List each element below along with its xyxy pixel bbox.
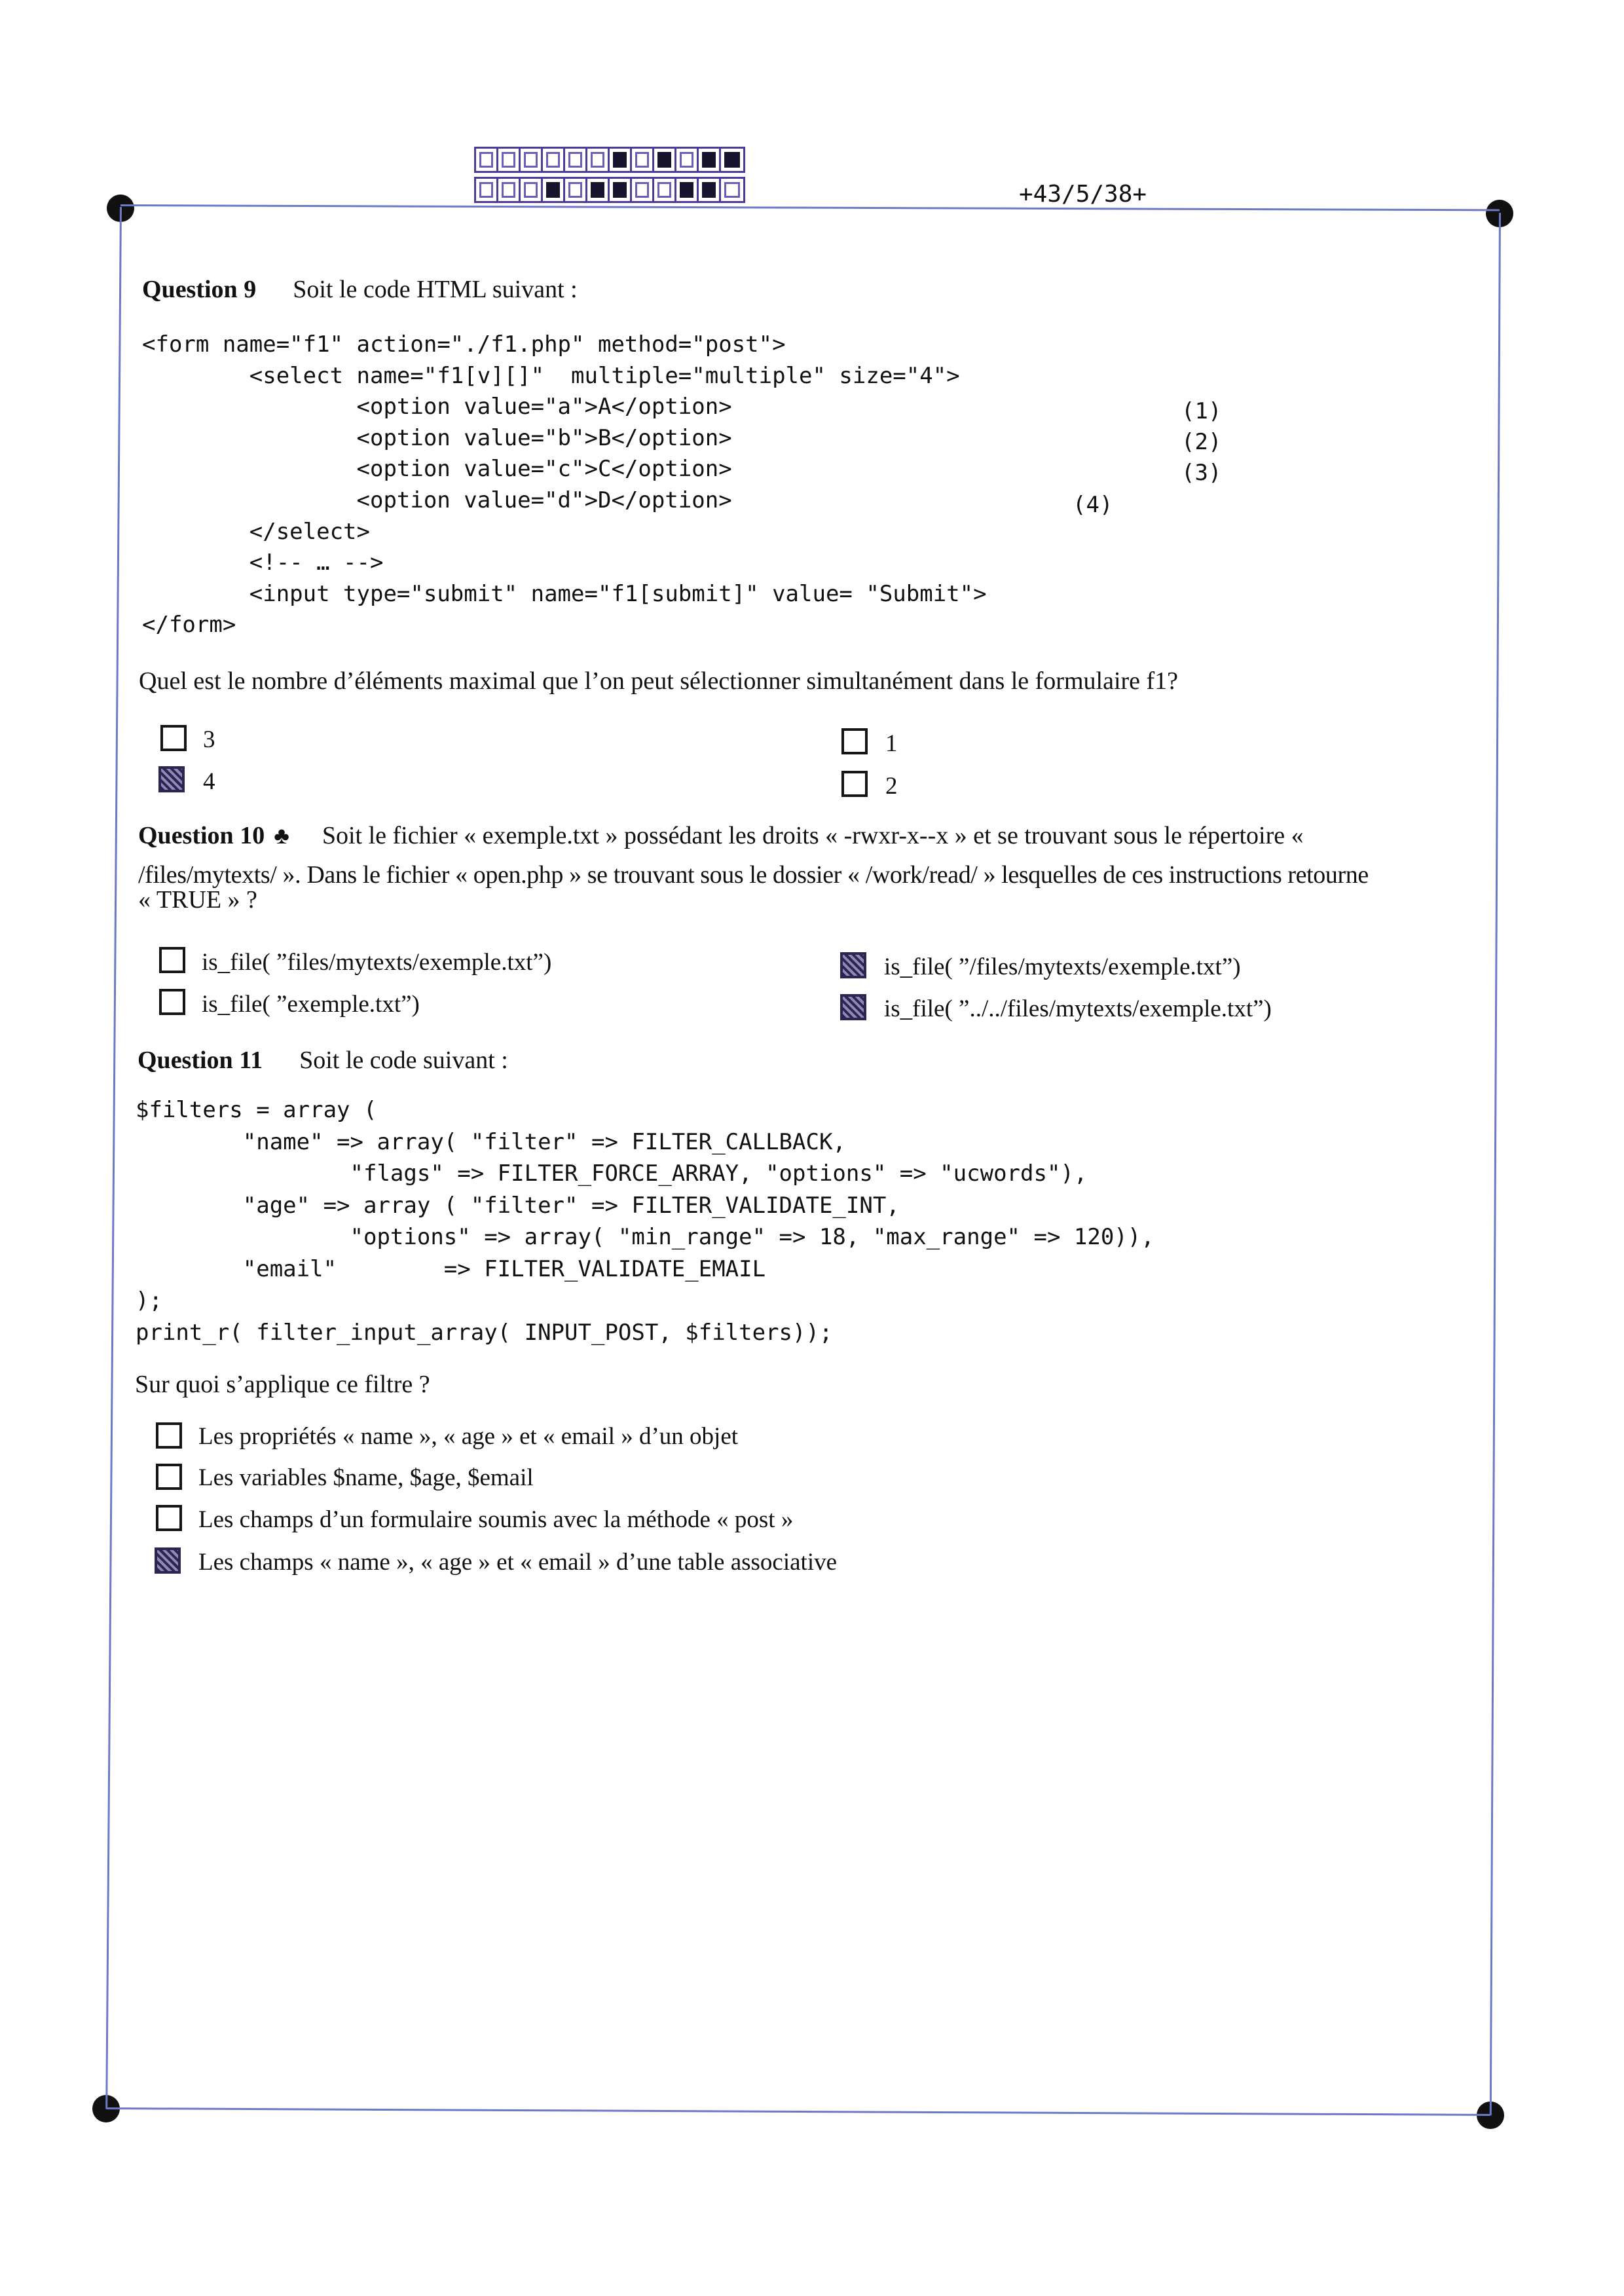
barcode-cell bbox=[498, 179, 521, 201]
barcode-cell bbox=[721, 179, 743, 201]
question-9-header bbox=[142, 275, 578, 304]
marker-1: (1) bbox=[1181, 398, 1222, 424]
code-line: "age" => array ( "filter" => FILTER_VALIDATE_INT, bbox=[136, 1192, 900, 1219]
q11-option-b: Les variables $name, $age, $email bbox=[198, 1464, 534, 1491]
code-line: "name" => array( "filter" => FILTER_CALLBACK, bbox=[136, 1128, 846, 1155]
barcode-cell bbox=[587, 149, 610, 171]
barcode-cell bbox=[699, 179, 721, 201]
q10-checkbox-c[interactable] bbox=[840, 952, 866, 978]
q11-checkbox-c[interactable] bbox=[156, 1505, 182, 1531]
q10-option-b: is_file( ”exemple.txt”) bbox=[202, 991, 420, 1018]
code-line: <form name="f1" action="./f1.php" method="post"> bbox=[142, 331, 786, 358]
question-11-label: Question 11 bbox=[138, 1046, 263, 1074]
q11-checkbox-b[interactable] bbox=[156, 1464, 182, 1490]
q9-option-2: 2 bbox=[885, 773, 898, 800]
code-line: <select name="f1[v][]" multiple="multiple" size="4"> bbox=[142, 362, 960, 389]
barcode-cell bbox=[476, 149, 498, 171]
barcode-cell bbox=[632, 149, 654, 171]
code-line: </select> bbox=[142, 518, 370, 545]
barcode-cell bbox=[721, 149, 743, 171]
question-9-label: Question 9 bbox=[142, 276, 257, 303]
code-line: "email" => FILTER_VALIDATE_EMAIL bbox=[136, 1255, 766, 1282]
code-line: $filters = array ( bbox=[136, 1097, 377, 1123]
barcode-cell bbox=[676, 179, 699, 201]
q9-checkbox-1[interactable] bbox=[841, 728, 868, 754]
code-line: <option value="a">A</option> bbox=[142, 394, 732, 420]
code-line: <option value="c">C</option> bbox=[142, 456, 732, 483]
question-10-label: Question 10 bbox=[138, 822, 265, 849]
question-11-prompt: Soit le code suivant : bbox=[299, 1046, 508, 1074]
question-9-text: Quel est le nombre d’éléments maximal que l’on peut sélectionner simultanément dans le formulaire f1? bbox=[139, 667, 1179, 695]
barcode-cell bbox=[676, 149, 699, 171]
barcode-cell bbox=[521, 179, 543, 201]
code-line: </form> bbox=[142, 612, 236, 639]
q10-checkbox-a[interactable] bbox=[159, 947, 185, 973]
barcode-cell bbox=[654, 149, 676, 171]
code-line: "flags" => FILTER_FORCE_ARRAY, "options" => "ucwords"), bbox=[136, 1160, 1088, 1187]
question-11-text: Sur quoi s’applique ce filtre ? bbox=[135, 1371, 430, 1398]
barcode-cell bbox=[565, 149, 587, 171]
frame-top bbox=[120, 204, 1500, 211]
barcode-cell bbox=[587, 179, 610, 201]
q11-option-c: Les champs d’un formulaire soumis avec la méthode « post » bbox=[198, 1506, 794, 1533]
code-line: <option value="b">B</option> bbox=[142, 424, 732, 451]
frame-left bbox=[105, 207, 122, 2109]
q10-checkbox-d[interactable] bbox=[840, 994, 866, 1020]
code-line: <option value="d">D</option> bbox=[142, 487, 732, 513]
question-10-text-line-1: Soit le fichier « exemple.txt » possédant les droits « -rwxr-x--x » et se trouvant sous le répertoire « bbox=[322, 822, 1304, 849]
q10-option-c: is_file( ”/files/mytexts/exemple.txt”) bbox=[884, 954, 1241, 980]
barcode-cell bbox=[565, 179, 587, 201]
barcode-cell bbox=[610, 149, 632, 171]
club-icon: ♣ bbox=[274, 823, 289, 849]
barcode-cell bbox=[543, 179, 565, 201]
barcode-top bbox=[474, 147, 745, 173]
code-line: <!-- … --> bbox=[142, 549, 384, 576]
question-11-header bbox=[138, 1046, 508, 1075]
barcode-cell bbox=[610, 179, 632, 201]
barcode-cell bbox=[521, 149, 543, 171]
q9-checkbox-4[interactable] bbox=[158, 766, 185, 792]
q9-option-4: 4 bbox=[203, 768, 215, 795]
q11-option-a: Les propriétés « name », « age » et « email » d’un objet bbox=[198, 1423, 739, 1450]
code-line: <input type="submit" name="f1[submit]" value= "Submit"> bbox=[142, 580, 987, 607]
page-id: +43/5/38+ bbox=[1019, 181, 1147, 208]
q9-checkbox-3[interactable] bbox=[160, 725, 187, 751]
q10-checkbox-b[interactable] bbox=[159, 989, 185, 1015]
code-line: print_r( filter_input_array( INPUT_POST, $filters)); bbox=[136, 1319, 833, 1346]
barcode-cell bbox=[543, 149, 565, 171]
q9-checkbox-2[interactable] bbox=[841, 771, 868, 797]
question-10-header bbox=[138, 821, 1304, 850]
q11-option-d: Les champs « name », « age » et « email » d’une table associative bbox=[198, 1549, 838, 1576]
q9-option-1: 1 bbox=[885, 730, 898, 757]
frame-bottom bbox=[106, 2107, 1490, 2116]
code-line: ); bbox=[136, 1287, 162, 1314]
q9-option-3: 3 bbox=[203, 726, 215, 753]
barcode-cell bbox=[654, 179, 676, 201]
question-10-text-line-2: /files/mytexts/ ». Dans le fichier « open.php » se trouvant sous le dossier « /work/read/ » lesquelles de ces instructions retourne bbox=[138, 861, 1369, 889]
q11-checkbox-d[interactable] bbox=[155, 1547, 181, 1574]
barcode-cell bbox=[632, 179, 654, 201]
q10-option-a: is_file( ”files/mytexts/exemple.txt”) bbox=[202, 949, 552, 976]
barcode-bottom bbox=[474, 177, 745, 203]
barcode-cell bbox=[699, 149, 721, 171]
code-line: "options" => array( "min_range" => 18, "max_range" => 120)), bbox=[136, 1224, 1154, 1250]
question-9-prompt: Soit le code HTML suivant : bbox=[293, 276, 578, 303]
marker-2: (2) bbox=[1181, 429, 1222, 455]
marker-3: (3) bbox=[1181, 460, 1222, 486]
marker-4: (4) bbox=[1073, 492, 1113, 518]
barcode-cell bbox=[476, 179, 498, 201]
q10-option-d: is_file( ”../../files/mytexts/exemple.txt”) bbox=[884, 995, 1272, 1022]
barcode-cell bbox=[498, 149, 521, 171]
q11-checkbox-a[interactable] bbox=[156, 1422, 182, 1449]
question-10-text-line-3: « TRUE » ? bbox=[138, 886, 257, 914]
frame-right bbox=[1490, 213, 1501, 2115]
